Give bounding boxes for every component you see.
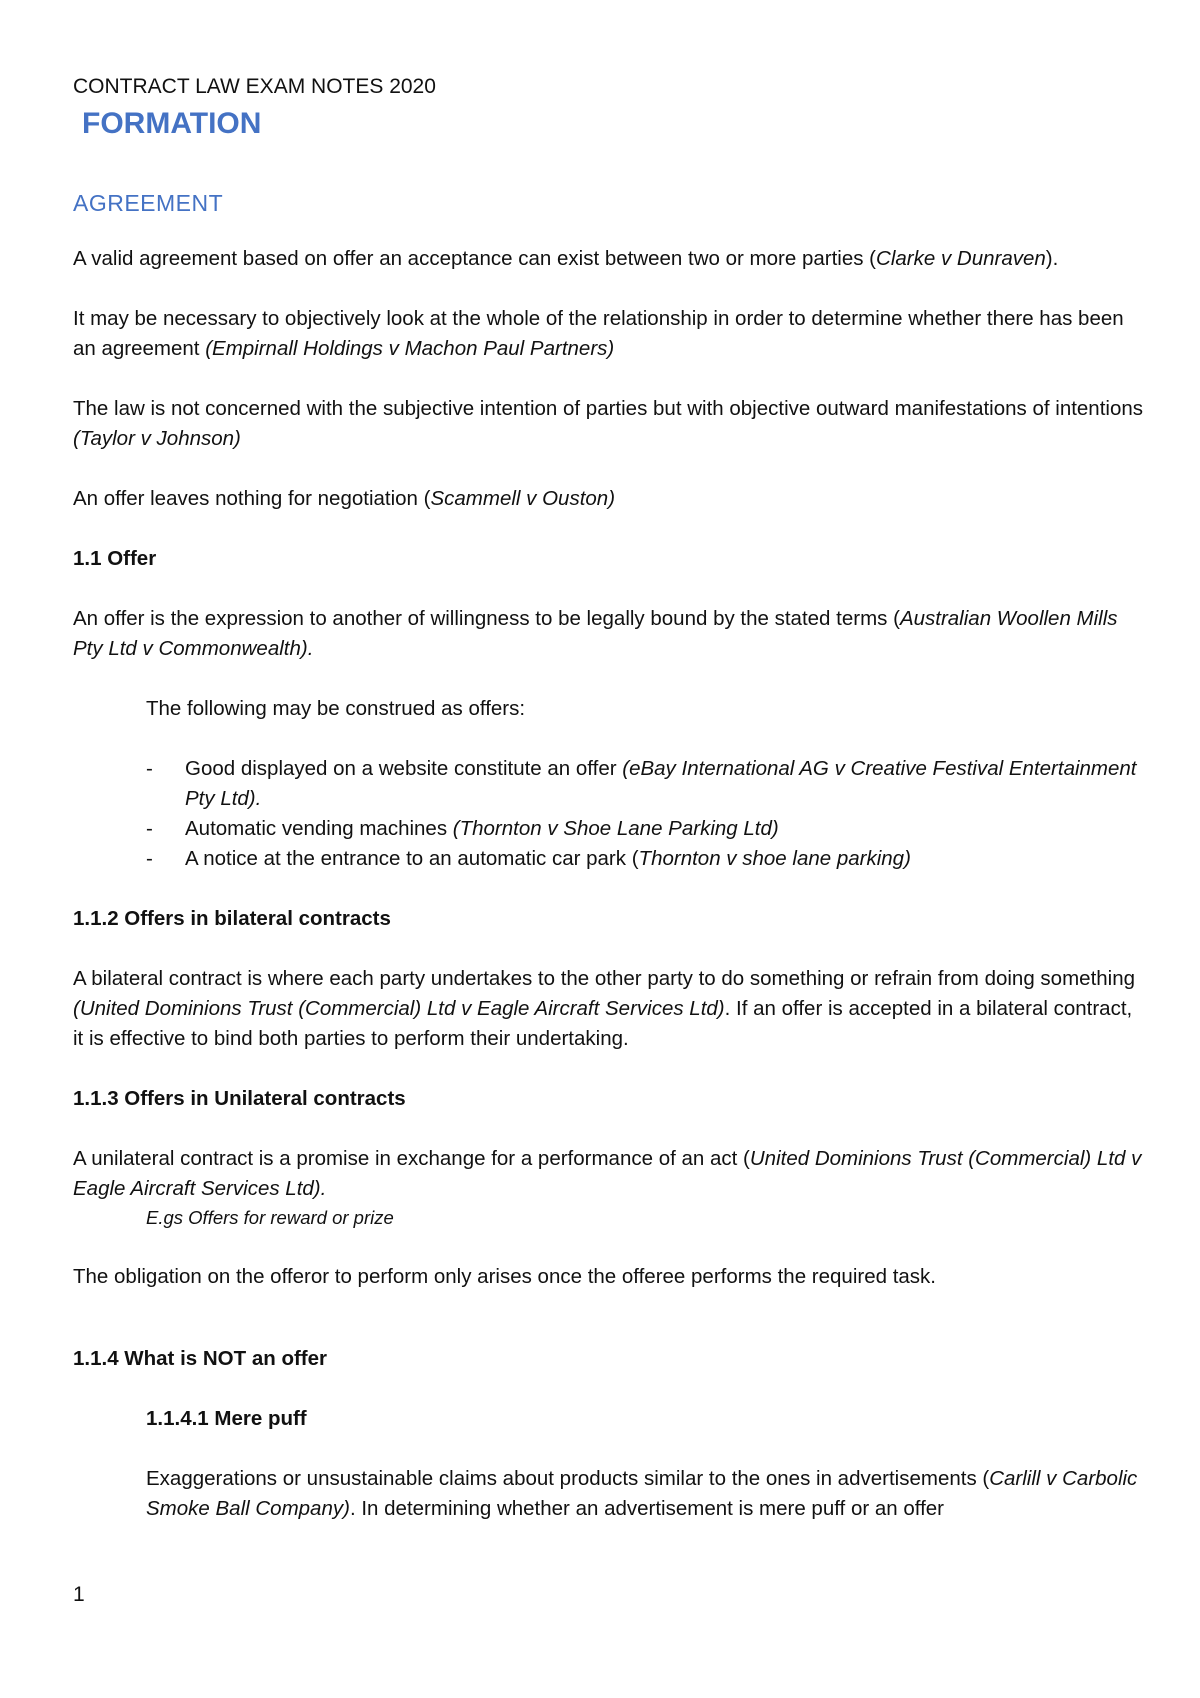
case-citation: (Taylor v Johnson) [73, 427, 241, 450]
case-citation: Australian Woollen Mills Pty Ltd v Commonwealth). [73, 607, 1118, 660]
case-citation: Carlill v Carbolic Smoke Ball Company) [146, 1467, 1138, 1520]
paragraph-text: It may be necessary to objectively look at the whole of the relationship in order to determine whether there has been an agreement [73, 307, 1124, 360]
paragraph-mere-puff [146, 1464, 1143, 1524]
paragraph-offeror-obligation: The obligation on the offeror to perform only arises once the offeree performs the required task. [73, 1265, 937, 1288]
paragraph-offer-negotiation [73, 484, 1143, 514]
list-item [146, 754, 1143, 814]
paragraph-offers-intro: The following may be construed as offers: [146, 697, 526, 720]
heading-1-1-4-not-offer: 1.1.4 What is NOT an offer [73, 1347, 328, 1370]
heading-1-1-3-unilateral: 1.1.3 Offers in Unilateral contracts [73, 1087, 406, 1110]
paragraph-text: Exaggerations or unsustainable claims about products similar to the ones in advertisements ( [146, 1467, 990, 1490]
case-citation: (Empirnall Holdings v Machon Paul Partners) [205, 337, 615, 360]
paragraph-agreement-validity [73, 244, 1143, 274]
paragraph-unilateral-contract [73, 1144, 1143, 1204]
section-heading-agreement: AGREEMENT [73, 190, 224, 216]
dash-bullet: - [146, 757, 153, 780]
heading-1-1-offer: 1.1 Offer [73, 547, 157, 570]
paragraph-text: A unilateral contract is a promise in exchange for a performance of an act ( [73, 1147, 750, 1170]
paragraph-objective-intention [73, 394, 1143, 454]
list-item [146, 814, 1143, 844]
paragraph-objective-relationship [73, 304, 1143, 364]
offer-examples-list [146, 754, 1143, 874]
list-item-text: A notice at the entrance to an automatic car park ( [185, 847, 639, 870]
case-citation: United Dominions Trust (Commercial) Ltd v Eagle Aircraft Services Ltd). [73, 1147, 1142, 1200]
paragraph-text: A valid agreement based on offer an acceptance can exist between two or more parties ( [73, 247, 877, 270]
paragraph-text: A bilateral contract is where each party undertakes to the other party to do something or refrain from doing something [73, 967, 1136, 990]
paragraph-text: An offer leaves nothing for negotiation ( [73, 487, 431, 510]
paragraph-offer-definition [73, 604, 1143, 664]
list-item-text: Automatic vending machines [185, 817, 453, 840]
case-citation: Thornton v shoe lane parking) [638, 847, 911, 870]
document-title: CONTRACT LAW EXAM NOTES 2020 [73, 75, 436, 98]
paragraph-text: The law is not concerned with the subjective intention of parties but with objective outward manifestations of intentions [73, 397, 1144, 420]
heading-1-1-4-1-mere-puff: 1.1.4.1 Mere puff [146, 1407, 307, 1430]
document-body [73, 72, 1143, 1524]
page-number: 1 [73, 1583, 85, 1606]
dash-bullet: - [146, 817, 153, 840]
example-note: E.gs Offers for reward or prize [146, 1207, 394, 1228]
list-item [146, 844, 1143, 874]
list-item-text: Good displayed on a website constitute an offer [185, 757, 623, 780]
paragraph-text-tail: . If an offer is accepted in a bilateral contract, it is effective to bind both parties to perform their undertaking. [73, 997, 1133, 1050]
chapter-heading: FORMATION [82, 107, 262, 140]
case-citation: Clarke v Dunraven [876, 247, 1046, 270]
paragraph-bilateral-contract [73, 964, 1143, 1054]
case-citation: (Thornton v Shoe Lane Parking Ltd) [452, 817, 779, 840]
heading-1-1-2-bilateral: 1.1.2 Offers in bilateral contracts [73, 907, 391, 930]
case-citation: Scammell v Ouston) [430, 487, 616, 510]
paragraph-text: An offer is the expression to another of willingness to be legally bound by the stated terms ( [73, 607, 900, 630]
case-citation: (United Dominions Trust (Commercial) Ltd v Eagle Aircraft Services Ltd) [73, 997, 725, 1020]
dash-bullet: - [146, 847, 153, 870]
paragraph-text-tail: ). [1045, 247, 1059, 270]
paragraph-text-tail: . In determining whether an advertisement is mere puff or an offer [349, 1497, 945, 1520]
case-citation: (eBay International AG v Creative Festival Entertainment Pty Ltd). [185, 757, 1137, 810]
